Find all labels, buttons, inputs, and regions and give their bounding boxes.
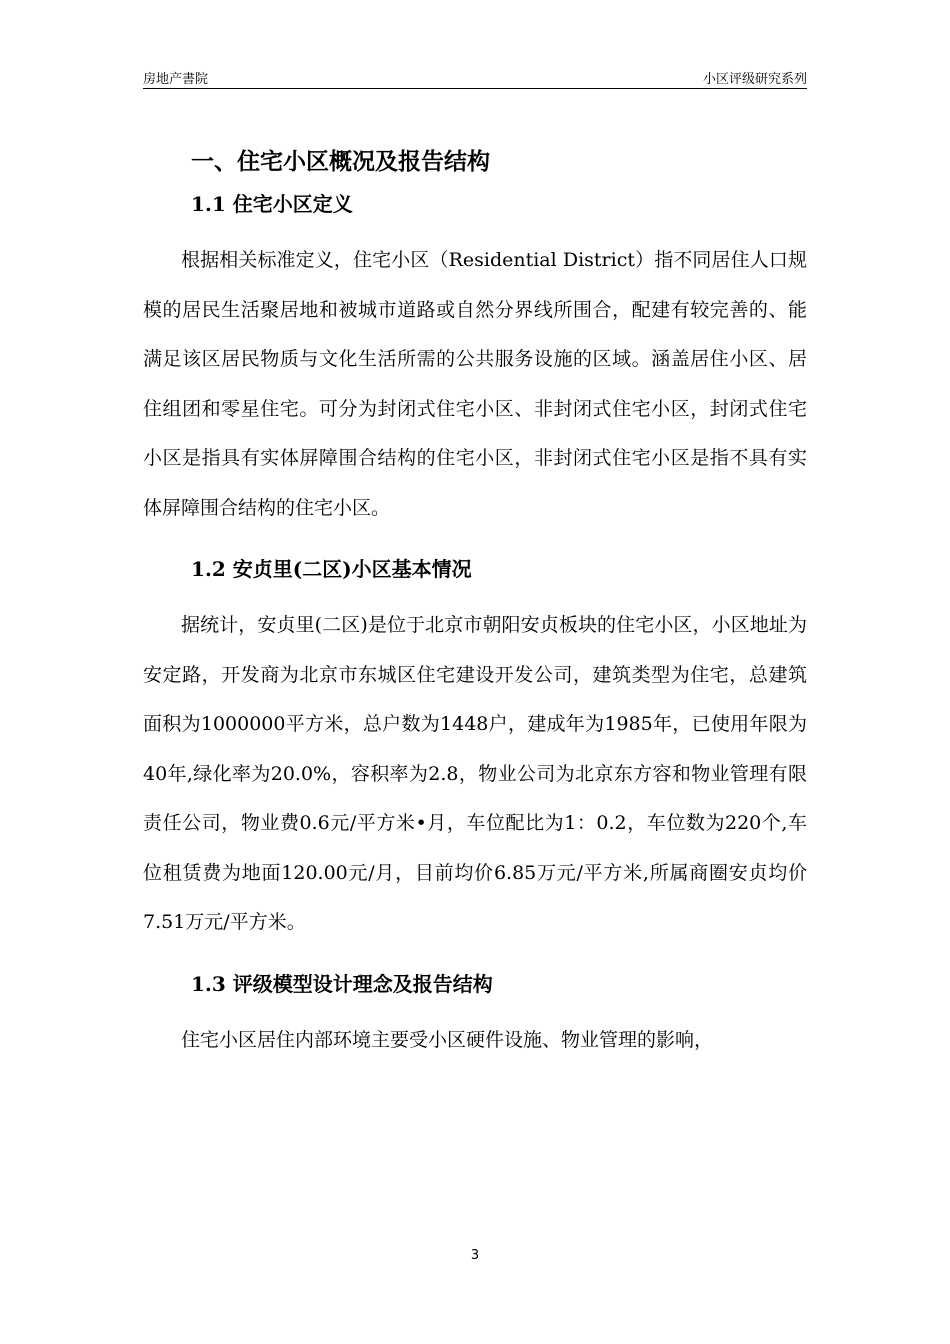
spacer [143,589,807,601]
paragraph-model-design: 住宅小区居住内部环境主要受小区硬件设施、物业管理的影响， [181,1028,714,1051]
subsection-title-1-3: 1.3 评级模型设计理念及报告结构 [191,971,493,996]
document-body [143,140,807,1065]
spacer [143,1004,807,1016]
paragraph-definition: 根据相关标准定义，住宅小区（Residential District）指不同居住人口规模的居民生活聚居地和被城市道路或自然分界线所围合，配建有较完善的、能满足该区居民物质与文化生活所需的公共服务设施的区域。涵盖居住小区、居住组团和零星住宅。可分为封闭式住宅小区、非封闭式住宅小区，封闭式住宅小区是指具有实体屏障围合结构的住宅小区，非封闭式住宅小区是指不具有实体屏障围合结构的住宅小区。 [143,249,807,519]
page-header [143,66,807,89]
spacer [143,948,807,964]
header-series-title: 小区评级研究系列 [702,72,807,87]
subsection-title-1-1: 1.1 住宅小区定义 [191,192,353,216]
section-title: 一、住宅小区概况及报告结构 [191,148,490,175]
spacer [143,224,807,236]
paragraph-basic-info: 据统计，安贞里(二区)是位于北京市朝阳安贞板块的住宅小区，小区地址为安定路，开发商为北京市东城区住宅建设开发公司，建筑类型为住宅，总建筑面积为1000000平方米，总户数为1448户，建成年为1985年，已使用年限为40年,绿化率为20.0%，容积率为2.8，物业公司为北京东方容和物业管理有限责任公司，物业费0.6元/平方米•月，车位配比为1：0.2，车位数为220个,车位租赁费为地面120.00元/月，目前均价6.85万元/平方米,所属商圈安贞均价7.51万元/平方米。 [143,614,807,933]
spacer [143,533,807,549]
header-publisher: 房地产書院 [143,72,209,87]
page-number: 3 [470,1248,480,1263]
subsection-title-1-2: 1.2 安贞里(二区)小区基本情况 [191,557,472,581]
